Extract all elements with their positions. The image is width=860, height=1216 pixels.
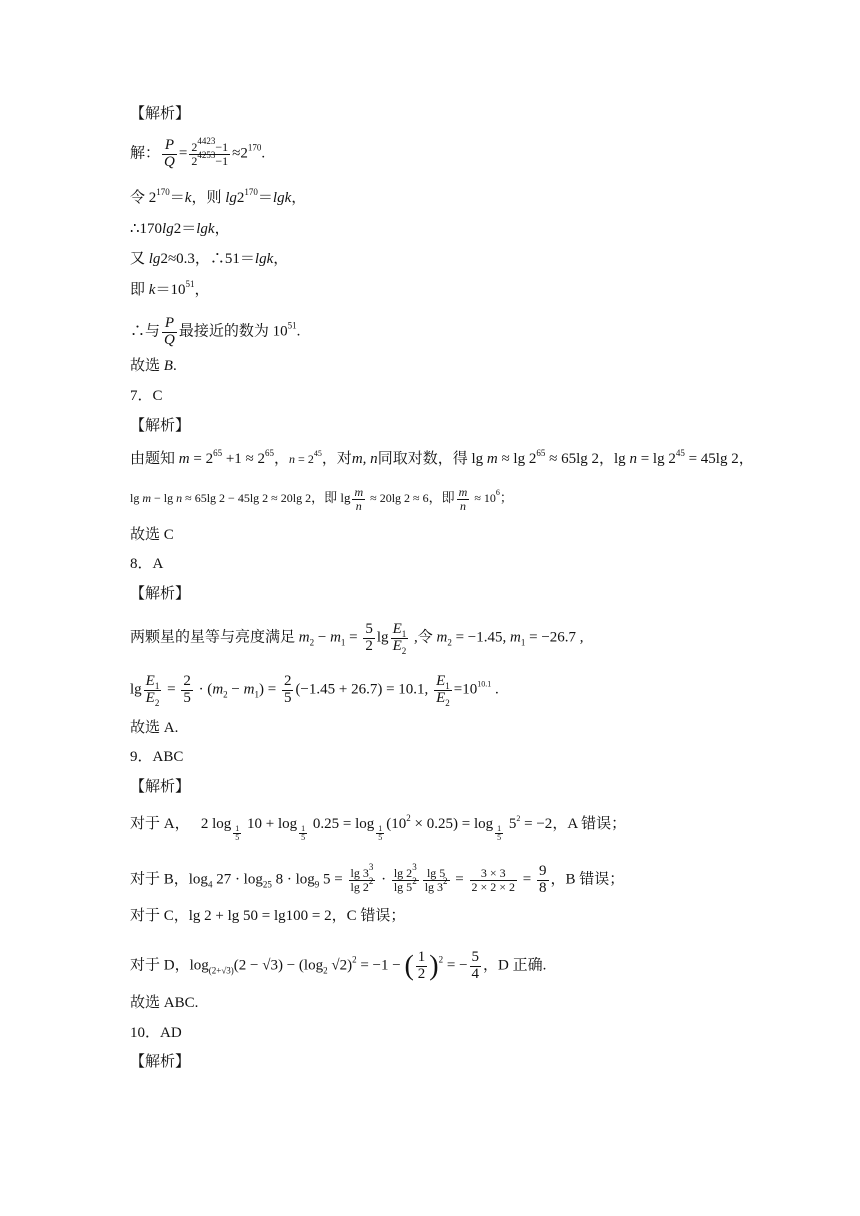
q7-conclusion: 故选 C	[130, 527, 174, 543]
q6-solution-line-2: 令 $2^{170}=k$，则 $\lg 2^{170}=\lg k$，	[130, 187, 307, 206]
analysis-label-q10: 【解析】	[130, 1054, 191, 1070]
q9-option-d-line: 对于 D，$\log_{(2+√3)}(2 - √3) - (\log_2$ √2)$^2$ = −1 − ( $\frac{1}{2}$ )$^2$ = − $\frac{5}{4}$ ，D 正确.	[130, 949, 547, 982]
q9-conclusion: 故选 ABC.	[130, 995, 199, 1011]
q7-solution-line-2: lg m − lg n ≈ 65lg 2 − 45lg 2 ≈ 20lg 2，即 lg $\frac{m}{n}$ ≈ 20lg 2 ≈ 6，即 $\frac{m}{n}$ ≈ $10^6$；	[130, 485, 513, 513]
q8-solution-line-2: lg $\frac{E_1}{E_2}$ = $\frac{2}{5}$ · $(m_2 - m_1)$ = $\frac{2}{5}$ (−1.45 + 26.7) = 10.1, $\frac{E_1}{E_2}$ $=10^{10.1}$ .	[130, 673, 499, 708]
q6-solution-line-6: ∴与 $\frac{P}{Q}$ 最接近的数为 $10^{51}$.	[130, 315, 301, 348]
q9-option-c-line: 对于 C，lg 2 + lg 50 = lg100 = 2，C 错误；	[130, 908, 406, 924]
q10-header: 10．AD	[130, 1025, 182, 1041]
q8-conclusion: 故选 A.	[130, 720, 179, 736]
q6-solution-line-5: 即 $k=10^{51}$，	[130, 279, 210, 298]
analysis-label-q6: 【解析】	[130, 106, 191, 122]
q9-header: 9．ABC	[130, 749, 184, 765]
q6-solution-line-3: ∴170lg2＝lgk，	[130, 221, 230, 237]
q8-solution-line-1: 两颗星的星等与亮度满足 $m_2 - m_1$ = $\frac{5}{2}$ lg $\frac{E_1}{E_2}$ ,令 $m_2 = -1.45$, $m_1 = -26.7$ ,	[130, 621, 584, 656]
q6-solution-line-4: 又 lg2≈0.3，∴51＝lgk，	[130, 251, 289, 267]
analysis-label-q9: 【解析】	[130, 779, 191, 795]
q9-option-a-line: 对于 A， 2 log $\frac{1}{5}$ 10 + log $\frac{1}{5}$ 0.25 = log $\frac{1}{5}$ $(10^2 \times 0.25) = \log$ $\frac{1}{5}$ $5^2 = -2$，A 错误；	[130, 813, 627, 843]
analysis-label-q8: 【解析】	[130, 586, 191, 602]
q7-header: 7．C	[130, 388, 163, 404]
q8-header: 8．A	[130, 556, 164, 572]
q9-option-b-line: 对于 B，$\log_4 27 \cdot \log_{25} 8 \cdot \log_9 5$ = $\frac{\lg 3^3}{\lg 2^2}$ · $\frac{\lg 2^3}{\lg 5^2}$ $\frac{\lg 5}{\lg 3^2}$ = $\frac{3 \times 3}{2 \times 2 \times 2}$ = $\frac{9}{8}$ ，B 错误；	[130, 862, 625, 896]
q6-solution-line-1: 解： $\frac{P}{Q}$ = $\frac{2^{4423}-1}{2^{4253}-1}$ $\approx 2^{170}$.	[130, 136, 266, 170]
q6-conclusion: 故选 B.	[130, 358, 177, 374]
q7-solution-line-1: 由题知 $m = 2^{65} +1 \approx 2^{65}$，$n = 2^{45}$，对m, n同取对数，得 $\lg m \approx \lg 2^{65} \approx 65\lg$ 2，$\lg n = \lg 2^{45} = 45\lg$ 2，	[130, 448, 754, 467]
analysis-label-q7: 【解析】	[130, 418, 191, 434]
